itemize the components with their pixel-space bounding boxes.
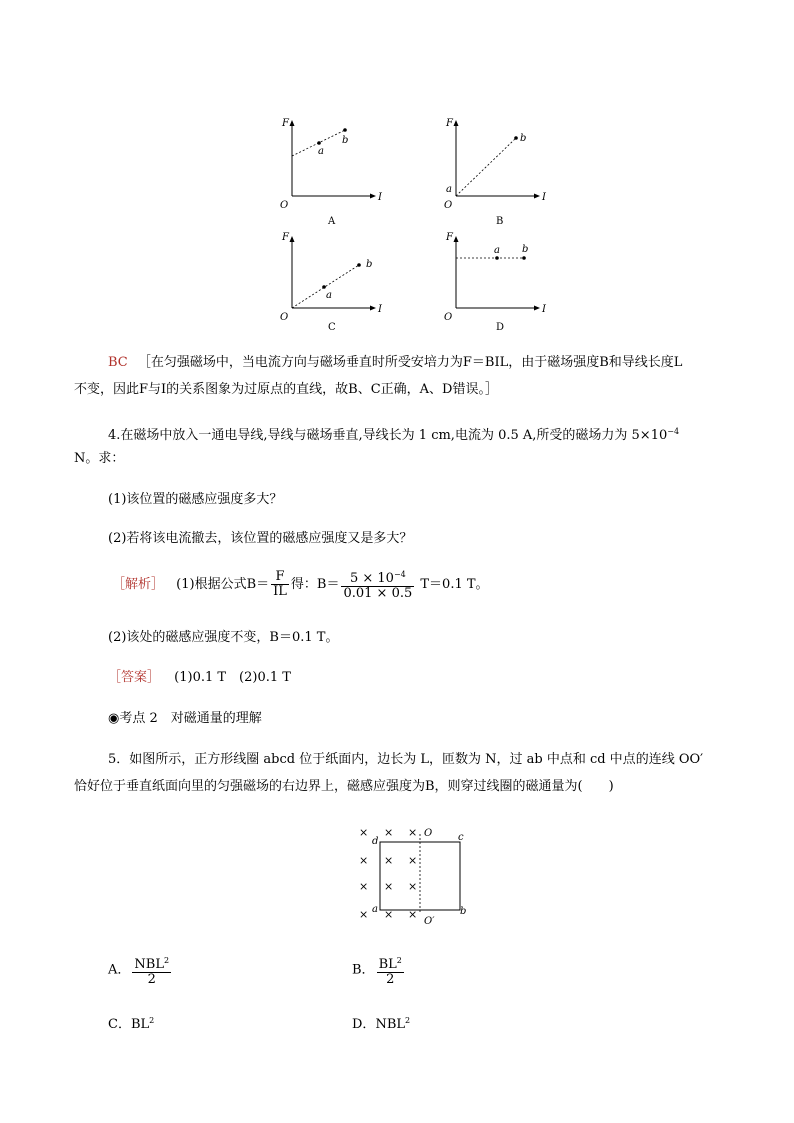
graph-a-x-arrow: [370, 194, 376, 199]
option-a-denominator: 2: [147, 972, 156, 987]
graph-a-point-b: [343, 128, 347, 132]
solution-line-1: [112, 568, 489, 602]
option-c-exp: 2: [149, 1016, 155, 1025]
formula-numerator: F: [271, 570, 289, 585]
option-b-num-base: BL: [378, 957, 397, 972]
graph-b-x-arrow: [534, 194, 540, 199]
graph-a-y-arrow: [290, 120, 295, 126]
graph-c: [274, 226, 394, 338]
graph-c-point-b: [357, 263, 361, 267]
graph-c-caption: C: [328, 322, 336, 333]
q5-line-1: 5．如图所示，正方形线圈 abcd 位于纸面内，边长为 L，匝数为 N，过 ab 中点和 cd 中点的连线 OO′: [108, 752, 704, 767]
q5-line-2: 恰好位于垂直纸面向里的匀强磁场的右边界上，磁感应强度为B，则穿过线圈的磁通量为( ): [74, 779, 614, 794]
graph-a-label-a: a: [318, 146, 324, 157]
option-b-numerator: [377, 954, 404, 973]
q4-sub-question-1: (1)该位置的磁感应强度多大？: [108, 492, 283, 507]
graph-b-label-o: O: [444, 200, 453, 211]
option-b-label: B．: [352, 962, 375, 978]
graph-d-point-a: [495, 256, 499, 260]
graph-d-label-i: I: [542, 304, 546, 315]
calc-numerator-base: 5 × 10: [349, 571, 394, 586]
option-d[interactable]: [352, 1013, 410, 1033]
figure-5-svg: [352, 822, 472, 926]
graph-b-line: [456, 138, 516, 196]
section-title: 考点 2 对磁通量的理解: [119, 711, 262, 726]
option-a-numerator: [132, 954, 171, 973]
graph-c-x-arrow: [370, 306, 376, 311]
graph-b-point-b: [514, 136, 518, 140]
q3-choice: BC: [108, 355, 128, 370]
q4-line-1: [108, 424, 679, 444]
q4-exponent: −4: [667, 427, 680, 436]
graph-d-svg: [438, 226, 558, 338]
graph-a-label-f: F: [282, 118, 289, 129]
field-cross: ×: [359, 908, 369, 921]
q3-explanation-line-1: [108, 355, 682, 371]
option-d-label: D．: [352, 1017, 376, 1032]
point-label-o-prime: O′: [424, 916, 435, 926]
point-label-o: O: [424, 828, 433, 839]
field-cross: ×: [359, 826, 369, 839]
formula-denominator: IL: [273, 584, 287, 599]
graph-c-point-a: [322, 285, 326, 289]
solution-line-2: (2)该处的磁感应强度不变，B＝0.1 T。: [108, 630, 339, 645]
section-bullet-icon: ◉: [108, 711, 120, 726]
graph-d-caption: D: [496, 322, 505, 333]
graph-b: [438, 116, 558, 228]
field-cross: ×: [384, 826, 394, 839]
option-c-label: C．: [108, 1017, 131, 1032]
answer-label: ［答案］: [108, 670, 161, 685]
graph-b-svg: [438, 116, 558, 228]
calc-numerator-exp: −4: [393, 570, 406, 579]
graph-b-label-f: F: [446, 118, 453, 129]
option-b-denominator: 2: [386, 972, 395, 987]
option-b[interactable]: [352, 954, 406, 988]
graph-b-label-a: a: [446, 184, 452, 195]
corner-label-a: a: [372, 904, 378, 915]
graph-a-label-b: b: [342, 135, 349, 146]
field-cross: ×: [408, 826, 418, 839]
option-d-exp: 2: [405, 1016, 411, 1025]
q4-text-1: 4.在磁场中放入一通电导线,导线与磁场垂直,导线长为 1 cm,电流为 0.5 A,所受的磁场力为 5×10: [108, 428, 668, 443]
formula-fraction: [271, 570, 289, 599]
graph-d-label-b: b: [522, 244, 529, 255]
calc-numerator: [341, 568, 414, 587]
graph-c-label-f: F: [282, 232, 289, 243]
corner-label-b: b: [460, 906, 467, 917]
q4-sub-question-2: (2)若将该电流撤去，该位置的磁感应强度又是多大？: [108, 531, 413, 546]
graph-a-svg: [274, 116, 394, 228]
graph-c-label-b: b: [366, 259, 373, 270]
graph-d-x-arrow: [534, 306, 540, 311]
option-a-num-base: NBL: [134, 957, 164, 972]
field-cross: ×: [408, 908, 418, 921]
graph-d-point-b: [522, 256, 526, 260]
section-header: [108, 711, 262, 727]
graph-d-y-arrow: [454, 236, 459, 242]
calc-denominator: 0.01 × 0.5: [343, 586, 413, 601]
answer-text: (1)0.1 T (2)0.1 T: [174, 670, 291, 685]
calc-fraction: [341, 568, 414, 601]
graph-a-label-o: O: [280, 200, 289, 211]
option-d-text: NBL: [375, 1017, 405, 1032]
graph-c-y-arrow: [290, 236, 295, 242]
graph-c-label-i: I: [378, 304, 382, 315]
graph-b-label-b: b: [520, 133, 527, 144]
option-a-fraction: [132, 954, 171, 987]
field-cross: ×: [359, 854, 369, 867]
graph-c-svg: [274, 226, 394, 338]
field-cross: ×: [408, 880, 418, 893]
option-c-text: BL: [130, 1017, 150, 1032]
figure-5: [352, 822, 472, 926]
graph-d-label-f: F: [446, 232, 453, 243]
graph-b-caption: B: [496, 216, 504, 227]
field-cross: ×: [359, 880, 369, 893]
field-cross: ×: [408, 854, 418, 867]
graph-a-label-i: I: [378, 192, 382, 203]
option-a[interactable]: [108, 954, 173, 988]
field-cross: ×: [384, 908, 394, 921]
graph-b-label-i: I: [542, 192, 546, 203]
corner-label-d: d: [372, 836, 379, 847]
solution-part1-post: T＝0.1 T。: [420, 577, 489, 592]
field-cross: ×: [384, 854, 394, 867]
graph-c-label-o: O: [280, 312, 289, 323]
q4-line-2: N。求：: [74, 451, 125, 466]
graph-d-label-a: a: [494, 245, 500, 256]
solution-part1-mid: 得：B＝: [290, 577, 340, 592]
option-a-label: A．: [108, 962, 131, 978]
solution-part1-pre: (1)根据公式B＝: [176, 577, 270, 592]
graph-a-caption: A: [328, 216, 336, 227]
field-cross: ×: [384, 880, 394, 893]
graph-c-label-a: a: [326, 290, 332, 301]
option-a-num-exp: 2: [163, 956, 170, 965]
graph-d: [438, 226, 558, 338]
solution-label: ［解析］: [112, 577, 165, 592]
graph-b-y-arrow: [454, 120, 459, 126]
q3-explanation-line-2: 不变，因此F与I的关系图象为过原点的直线，故B、C正确，A、D错误。］: [74, 382, 498, 397]
q3-explanation-text-1: ［在匀强磁场中，当电流方向与磁场垂直时所受安培力为F＝BIL，由于磁场强度B和导线长度L: [137, 355, 683, 370]
graph-d-label-o: O: [444, 312, 453, 323]
corner-label-c: c: [458, 832, 464, 843]
option-b-num-exp: 2: [396, 956, 402, 965]
option-c[interactable]: [108, 1013, 154, 1033]
option-b-fraction: [377, 954, 404, 987]
answer-line: [108, 670, 291, 686]
graph-a: [274, 116, 394, 228]
graph-a-point-a: [317, 141, 321, 145]
